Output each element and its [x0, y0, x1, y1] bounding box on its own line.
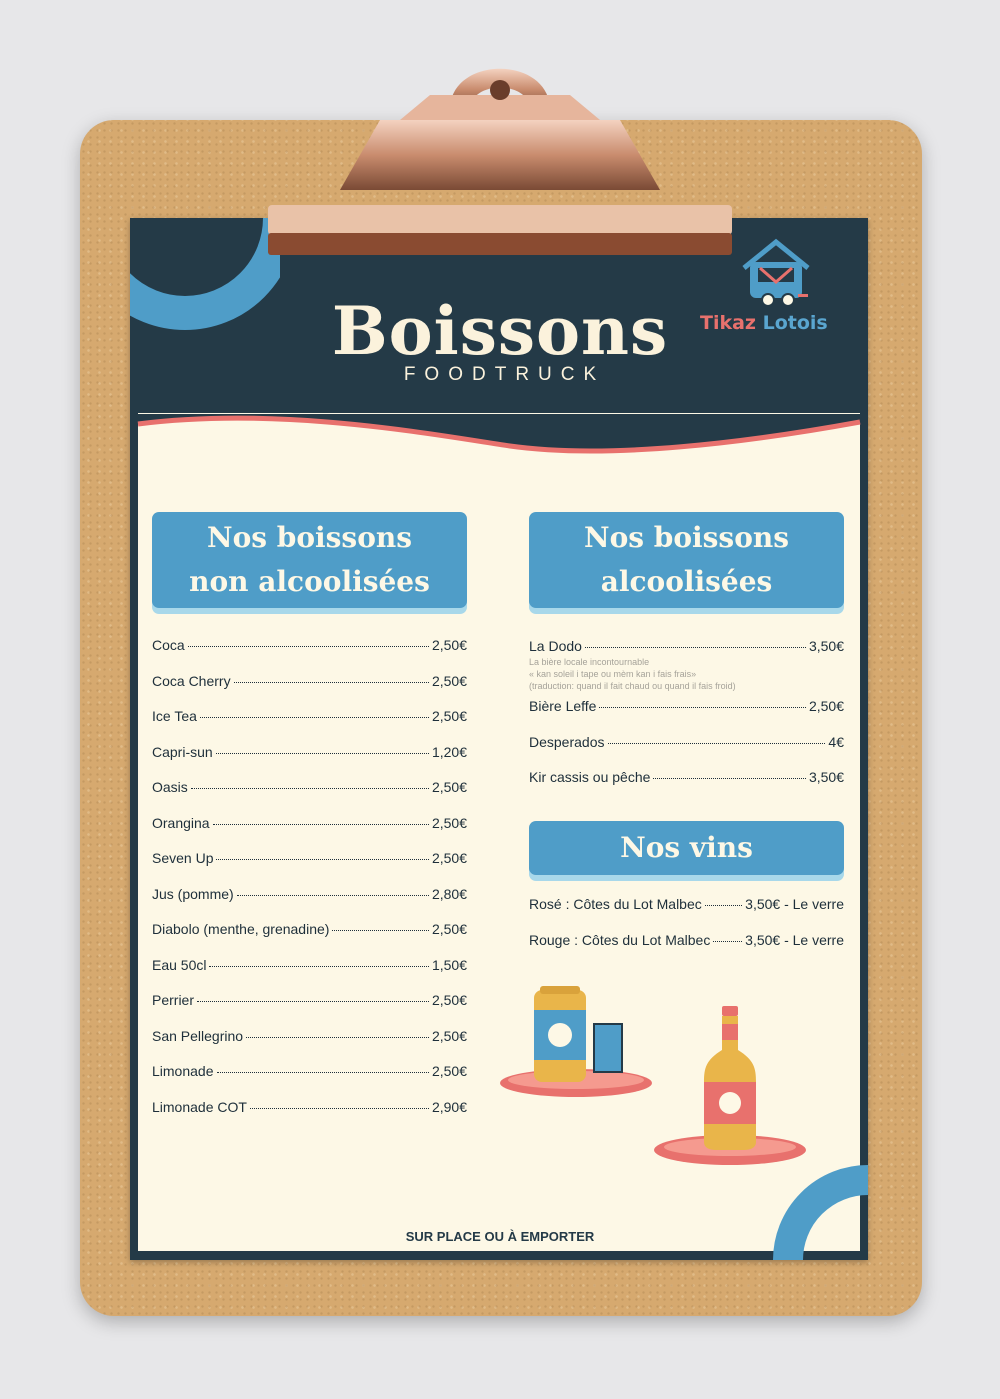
menu-item — [529, 638, 844, 654]
menu-item-name: Limonade — [152, 1063, 214, 1079]
item-note-line: La bière locale incontournable — [529, 657, 650, 667]
section-header-line2: non alcoolisées — [189, 565, 430, 598]
menu-item-name: Eau 50cl — [152, 957, 207, 973]
menu-item-price: 3,50€ - Le verre — [745, 932, 844, 948]
item-note — [529, 656, 849, 692]
menu-item-price: 3,50€ — [808, 769, 844, 785]
menu-item-name: Diabolo (menthe, grenadine) — [152, 921, 330, 937]
menu-item — [152, 1028, 467, 1044]
menu-item-name: Desperados — [529, 734, 605, 750]
section-header-line1: Nos vins — [620, 831, 753, 864]
wave-divider — [130, 414, 868, 474]
menu-item — [152, 779, 467, 795]
menu-item — [529, 698, 844, 714]
footer-text: SUR PLACE OU À EMPORTER — [405, 1229, 595, 1244]
section-header-line1: Nos boissons — [207, 521, 412, 554]
menu-item-price: 2,50€ — [431, 992, 467, 1008]
menu-item — [529, 896, 844, 912]
menu-item-price: 2,80€ — [431, 886, 467, 902]
menu-item-name: Orangina — [152, 815, 210, 831]
menu-item-price: 3,50€ - Le verre — [745, 896, 844, 912]
menu-item — [152, 886, 467, 902]
menu-item-name: San Pellegrino — [152, 1028, 244, 1044]
menu-item-name: Limonade COT — [152, 1099, 247, 1115]
menu-item-price: 2,50€ — [431, 1028, 467, 1044]
menu-item-name: Coca Cherry — [152, 673, 231, 689]
menu-item-price: 2,50€ — [431, 921, 467, 937]
menu-item — [152, 1099, 467, 1115]
menu-item-name: Capri-sun — [152, 744, 213, 760]
menu-item-price: 2,50€ — [431, 673, 467, 689]
section-header-alcoholic — [529, 512, 844, 608]
page-title: Boissons — [331, 292, 669, 370]
section-header-line2: alcoolisées — [600, 565, 773, 598]
menu-item-price: 2,50€ — [431, 637, 467, 653]
menu-item-name: Rouge : Côtes du Lot Malbec — [529, 932, 711, 948]
menu-item-price: 2,50€ — [431, 815, 467, 831]
menu-item-name: Rosé : Côtes du Lot Malbec — [529, 896, 702, 912]
menu-item-name: Perrier — [152, 992, 195, 1008]
menu-item-name: Kir cassis ou pêche — [529, 769, 651, 785]
menu-item-price: 1,20€ — [431, 744, 467, 760]
menu-item-price: 4€ — [828, 734, 844, 750]
menu-item — [152, 637, 467, 653]
menu-item-price: 2,50€ — [808, 698, 844, 714]
menu-item — [529, 932, 844, 948]
menu-item-price: 2,50€ — [431, 1063, 467, 1079]
menu-item — [152, 957, 467, 973]
menu-item-name: Jus (pomme) — [152, 886, 234, 902]
menu-item-price: 2,90€ — [431, 1099, 467, 1115]
menu-item-name: Ice Tea — [152, 708, 197, 724]
menu-item — [152, 673, 467, 689]
section-header-non-alcoholic — [152, 512, 467, 608]
menu-item-name: Coca — [152, 637, 185, 653]
section-header-line1: Nos boissons — [584, 521, 789, 554]
menu-item — [529, 734, 844, 750]
brand-name-part2: Lotois — [762, 312, 828, 334]
brand-name-part1: Tikaz — [700, 312, 756, 334]
menu-item-price: 2,50€ — [431, 708, 467, 724]
menu-item-name: Seven Up — [152, 850, 214, 866]
menu-item — [152, 1063, 467, 1079]
menu-item — [152, 850, 467, 866]
menu-item — [152, 815, 467, 831]
item-note-line: (traduction: quand il fait chaud ou quand il fais froid) — [529, 681, 736, 691]
menu-item — [152, 744, 467, 760]
menu-item-price: 2,50€ — [431, 779, 467, 795]
menu-item-name: La Dodo — [529, 638, 582, 654]
soda-can-illustration-icon — [498, 982, 663, 1100]
menu-item-price: 2,50€ — [431, 850, 467, 866]
item-note-line: « kan soleil i tape ou mèm kan i fais frais» — [529, 669, 697, 679]
menu-item-name: Bière Leffe — [529, 698, 597, 714]
menu-item — [152, 992, 467, 1008]
menu-item-price: 3,50€ — [808, 638, 844, 654]
menu-item — [152, 921, 467, 937]
menu-item-name: Oasis — [152, 779, 188, 795]
beer-bottle-illustration-icon — [650, 1002, 810, 1167]
section-header-wines — [529, 821, 844, 875]
menu-item — [529, 769, 844, 785]
page-subtitle: FOODTRUCK — [403, 364, 606, 385]
menu-item-price: 1,50€ — [431, 957, 467, 973]
menu-item — [152, 708, 467, 724]
